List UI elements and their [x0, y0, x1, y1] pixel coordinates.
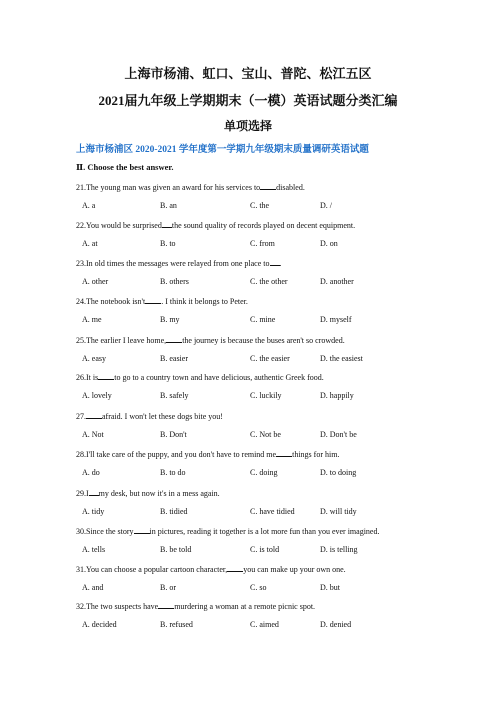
question-text: 30.Since the story [76, 527, 134, 536]
question-21 [76, 181, 305, 193]
question-22-option-b: B. to [160, 239, 176, 248]
question-32 [76, 600, 315, 612]
question-31-option-a: A. and [82, 583, 104, 592]
question-26-option-d: D. happily [320, 391, 354, 400]
question-text: 24.The notebook isn't [76, 297, 146, 306]
question-text: afraid. I won't let these dogs bite you! [102, 412, 223, 421]
question-28-option-d: D. to doing [320, 468, 357, 477]
question-text: murdering a woman at a remote picnic spot. [174, 602, 316, 611]
question-text: things for him. [292, 450, 340, 459]
question-24 [76, 295, 248, 307]
answer-blank [162, 219, 172, 228]
question-25 [76, 334, 345, 346]
question-30 [76, 525, 379, 537]
question-text: . [279, 259, 282, 268]
question-text: . I think it belongs to Peter. [161, 297, 248, 306]
question-22-option-a: A. at [82, 239, 98, 248]
question-24-option-b: B. my [160, 315, 180, 324]
question-text: the journey is because the buses aren't so crowded. [182, 336, 345, 345]
question-29 [76, 487, 220, 499]
question-31-option-d: D. but [320, 583, 340, 592]
answer-blank [276, 448, 292, 457]
answer-blank [145, 295, 161, 304]
question-23-option-c: C. the other [250, 277, 288, 286]
answer-blank [86, 410, 102, 419]
question-30-option-a: A. tells [82, 545, 106, 554]
question-30-option-c: C. is told [250, 545, 280, 554]
question-22-option-c: C. from [250, 239, 275, 248]
question-text: 27. [76, 412, 86, 421]
answer-blank [260, 181, 276, 190]
question-text: 28.I'll take care of the puppy, and you don't have to remind me [76, 450, 277, 459]
exam-subtitle: 上海市杨浦区 2020-2021 学年度第一学期九年级期末质量调研英语试题 [76, 145, 369, 155]
question-23-option-a: A. other [82, 277, 109, 286]
document-title-line-3: 单项选择 [223, 119, 272, 133]
document-title-line-2: 2021届九年级上学期期末（一模）英语试题分类汇编 [98, 93, 398, 108]
question-29-option-d: D. will tidy [320, 507, 357, 516]
answer-blank [166, 334, 182, 343]
question-27-option-c: C. Not be [250, 430, 281, 439]
section-heading: Ⅱ. Choose the best answer. [76, 162, 174, 172]
answer-blank [89, 487, 99, 496]
question-27-option-b: B. Don't [160, 430, 187, 439]
question-23-option-b: B. others [160, 277, 189, 286]
question-23 [76, 257, 282, 269]
question-24-option-a: A. me [82, 315, 102, 324]
question-30-option-b: B. be told [160, 545, 192, 554]
question-31-option-b: B. or [160, 583, 176, 592]
question-24-option-d: D. myself [320, 315, 352, 324]
question-26 [76, 371, 324, 383]
question-text: in pictures, reading it together is a lot more fun than you ever imagined. [149, 527, 380, 536]
question-31 [76, 563, 346, 575]
question-28 [76, 448, 339, 460]
question-28-option-b: B. to do [160, 468, 186, 477]
question-21-option-b: B. an [160, 201, 177, 210]
question-25-option-d: D. the easiest [320, 354, 363, 363]
question-26-option-b: B. safely [160, 391, 189, 400]
answer-blank [270, 257, 280, 266]
question-28-option-c: C. doing [250, 468, 278, 477]
question-29-option-a: A. tidy [82, 507, 105, 516]
question-30-option-d: D. is telling [320, 545, 358, 554]
question-22 [76, 219, 355, 231]
question-27-option-d: D. Don't be [320, 430, 357, 439]
question-text: 25.The earlier I leave home, [76, 336, 167, 345]
answer-blank [158, 600, 174, 609]
answer-blank [98, 371, 114, 380]
question-text: 32.The two suspects have [76, 602, 159, 611]
question-26-option-a: A. lovely [82, 391, 112, 400]
question-21-option-d: D. / [320, 201, 332, 210]
question-25-option-a: A. easy [82, 354, 106, 363]
question-32-option-b: B. refused [160, 620, 193, 629]
question-text: you can make up your own one. [243, 565, 346, 574]
question-32-option-a: A. decided [82, 620, 117, 629]
question-25-option-b: B. easier [160, 354, 188, 363]
question-text: my desk, but now it's in a mess again. [98, 489, 220, 498]
question-text: 23.In old times the messages were relayed from one place to [76, 259, 270, 268]
question-23-option-d: D. another [320, 277, 354, 286]
question-text: 29.I [76, 489, 89, 498]
question-27-option-a: A. Not [82, 430, 104, 439]
question-31-option-c: C. so [250, 583, 267, 592]
question-32-option-d: D. denied [320, 620, 352, 629]
question-28-option-a: A. do [82, 468, 100, 477]
answer-blank [227, 563, 243, 572]
question-24-option-c: C. mine [250, 315, 276, 324]
question-text: to go to a country town and have delicious, authentic Greek food. [114, 373, 324, 382]
question-22-option-d: D. on [320, 239, 338, 248]
question-text: disabled. [276, 183, 305, 192]
answer-blank [134, 525, 150, 534]
question-21-option-c: C. the [250, 201, 270, 210]
question-29-option-c: C. have tidied [250, 507, 295, 516]
question-29-option-b: B. tidied [160, 507, 188, 516]
question-text: 31.You can choose a popular cartoon character, [76, 565, 228, 574]
question-32-option-c: C. aimed [250, 620, 279, 629]
question-text: 26.It is [76, 373, 99, 382]
question-25-option-c: C. the easier [250, 354, 290, 363]
question-text: the sound quality of records played on decent equipment. [171, 221, 356, 230]
document-title-line-1: 上海市杨浦、虹口、宝山、普陀、松江五区 [124, 66, 372, 81]
question-text: 22.You would be surprised [76, 221, 162, 230]
question-text: 21.The young man was given an award for his services to [76, 183, 261, 192]
question-27 [76, 410, 223, 422]
question-21-option-a: A. a [82, 201, 96, 210]
question-26-option-c: C. luckily [250, 391, 282, 400]
